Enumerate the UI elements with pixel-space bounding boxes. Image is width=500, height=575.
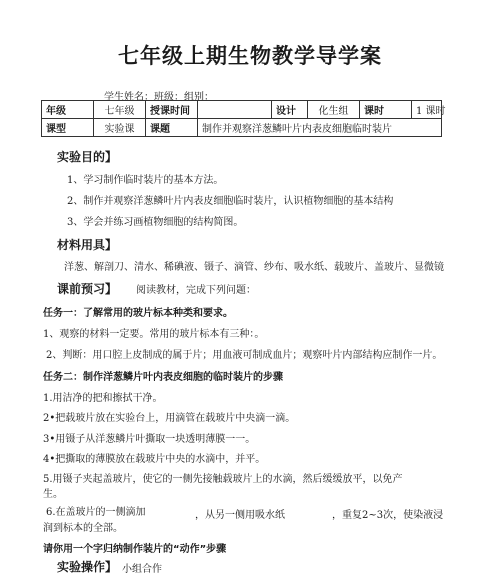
teach-time-label: 授课时间 xyxy=(146,101,198,119)
meta-row-1 xyxy=(42,101,442,119)
objective-item: 1、学习制作临时装片的基本方法。 xyxy=(67,175,224,186)
objectives-heading: 实验目的】 xyxy=(57,150,118,164)
lesson-meta-table xyxy=(41,100,446,137)
meta-row-2 xyxy=(42,119,442,137)
operation-heading: 实验操作】 xyxy=(57,560,118,574)
task1-question-2: 2、判断：用口腔上皮制成的属于片；用血液可制成血片；观察叶片内部结构应制作一片。 xyxy=(46,350,443,361)
preview-note: 阅读教材，完成下列问题： xyxy=(136,285,256,296)
grade-label: 年级 xyxy=(42,101,94,119)
task2-step6-part-d: 润到标本的全部。 xyxy=(43,523,123,534)
task2-step: 5.用镊子夹起盖玻片，使它的一侧先接触载玻片上的水滴，然后缓缓放平，以免产 xyxy=(43,474,403,485)
task2-step: 生。 xyxy=(43,489,63,500)
grade-value: 七年级 xyxy=(94,101,146,119)
task2-step6-part-b: ，从另一侧用吸水纸 xyxy=(195,510,285,521)
task2-step: 3•用镊子从洋葱鳞片叶撕取一块透明薄膜一一。 xyxy=(43,434,256,445)
summary-prompt: 请你用一个字归纳制作装片的“动作”步骤 xyxy=(43,544,227,555)
task2-step: 2•把载玻片放在实验台上，用滴管在载玻片中央滴一滴。 xyxy=(43,413,296,424)
hours-label: 课时 xyxy=(360,101,412,119)
design-value: 化生组 xyxy=(308,101,360,119)
task1-question-1: 1、观察的材料一定要。常用的玻片标本有三种：。 xyxy=(43,329,265,340)
topic-value: 制作并观察洋葱鳞叶片内表皮细胞临时装片 xyxy=(198,119,442,137)
type-value: 实验课 xyxy=(94,119,146,137)
objective-item: 2、制作并观察洋葱鳞叶片内表皮细胞临时装片，认识植物细胞的基本结构 xyxy=(67,196,394,207)
task2-step: 4•把撕取的薄膜放在载玻片中央的水滴中，并平。 xyxy=(43,454,266,465)
task2-step6-part-a: 6.在盖玻片的一侧滴加 xyxy=(46,507,146,518)
objective-item: 3、学会并练习画植物细胞的结构简图。 xyxy=(67,217,244,228)
task1-heading: 任务一：了解常用的玻片标本种类和要求。 xyxy=(43,308,233,319)
design-label: 设计 xyxy=(272,101,308,119)
materials-list: 洋葱、解剖刀、清水、稀碘液、镊子、滴管、纱布、吸水纸、载玻片、盖玻片、显微镜 xyxy=(64,262,444,273)
task2-step6-part-c: ，重复2~3次，使染液浸 xyxy=(332,510,444,521)
student-info: 学生姓名：班级：组别： xyxy=(104,92,214,103)
topic-label: 课题 xyxy=(146,119,198,137)
page-title: 七年级上期生物教学导学案 xyxy=(118,43,382,68)
operation-note: 小组合作 xyxy=(122,564,162,575)
hours-value: 1 课时 xyxy=(412,101,442,119)
teach-time-value xyxy=(198,101,272,119)
task2-heading: 任务二：制作洋葱鳞片叶内表皮细胞的临时装片的步骤 xyxy=(43,372,283,383)
materials-heading: 材料用具】 xyxy=(57,238,118,252)
type-label: 课型 xyxy=(42,119,94,137)
preview-heading: 课前预习】 xyxy=(57,282,118,296)
task2-step: 1.用洁净的把和擦拭干净。 xyxy=(43,393,163,404)
